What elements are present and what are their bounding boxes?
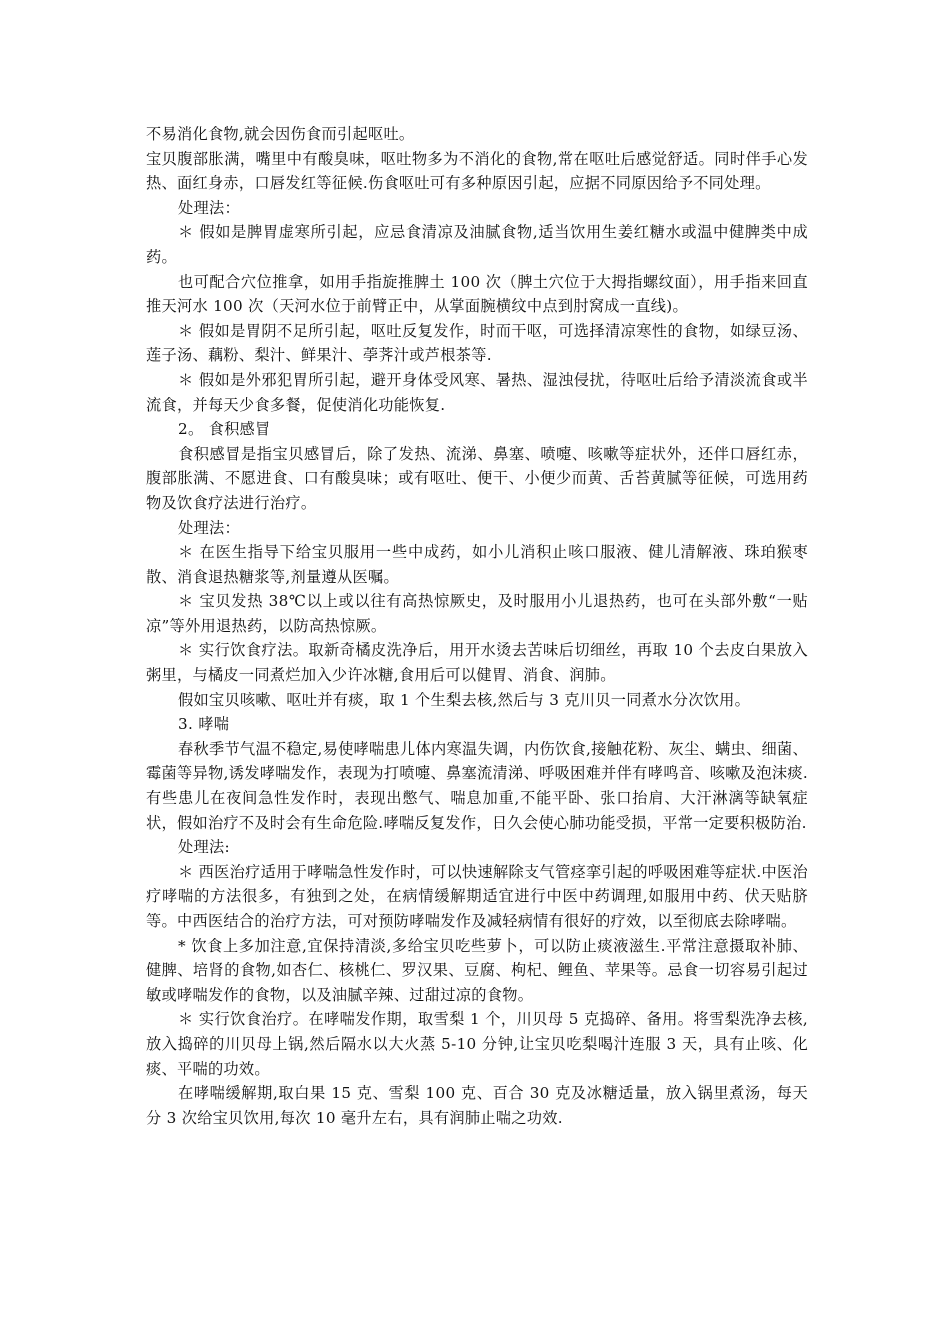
paragraph-17: 处理法: <box>178 838 230 857</box>
paragraph-21: 在哮喘缓解期,取白果 15 克、雪梨 100 克、百合 30 克及冰糖适量，放入锅里煮汤，每天分 3 次给宝贝饮用,每次 10 毫升左右，具有润肺止喘之功效. <box>146 1084 808 1127</box>
paragraph-7: ＊ 假如是外邪犯胃所引起，避开身体受风寒、暑热、湿浊侵扰，待呕吐后给予清淡流食或半流食，并每天少食多餐，促使消化功能恢复. <box>146 370 808 414</box>
paragraph-2: 宝贝腹部胀满，嘴里中有酸臭味，呕吐物多为不消化的食物,常在呕吐后感觉舒适。同时伴手心发热、面红身赤，口唇发红等征候.伤食呕吐可有多种原因引起，应据不同原因给予不同处理。 <box>146 149 808 193</box>
paragraph-3: 处理法： <box>178 198 240 217</box>
paragraph-10: 处理法： <box>178 518 240 537</box>
section-heading-2: 2。 食积感冒 <box>178 420 271 439</box>
document-page <box>146 122 808 1130</box>
paragraph-1: 不易消化食物,就会因伤食而引起呕吐。 <box>146 125 415 143</box>
paragraph-19: * 饮食上多加注意,宜保持清淡,多给宝贝吃些萝卜，可以防止痰液滋生.平常注意摄取补肺、健脾、培肾的食物,如杏仁、核桃仁、罗汉果、豆腐、枸杞、鲤鱼、苹果等。忌食一切容易引起过敏或哮喘发作的食物，以及油腻辛辣、过甜过凉的食物。 <box>146 936 808 1004</box>
paragraph-18: ＊ 西医治疗适用于哮喘急性发作时，可以快速解除支气管痉挛引起的呼吸困难等症状.中医治疗哮喘的方法很多，有独到之处，在病情缓解期适宜进行中医中药调理,如服用中药、伏天贴脐等。中西医结合的治疗方法，可对预防哮喘发作及减轻病情有很好的疗效，以至彻底去除哮喘。 <box>146 862 808 930</box>
section-heading-3: 3. 哮喘 <box>178 715 230 734</box>
paragraph-6: ＊ 假如是胃阴不足所引起，呕吐反复发作，时而干呕，可选择清凉寒性的食物，如绿豆汤、莲子汤、藕粉、梨汁、鲜果汁、荸荠汁或芦根茶等. <box>146 321 808 365</box>
paragraph-13: ＊ 实行饮食疗法。取新奇橘皮洗净后，用开水烫去苦味后切细丝，再取 10 个去皮白果放入粥里，与橘皮一同煮烂加入少许冰糖,食用后可以健胃、消食、润肺。 <box>146 641 808 685</box>
paragraph-5: 也可配合穴位推拿，如用手指旋推脾土 100 次（脾土穴位于大拇指螺纹面），用手指来回直推天河水 100 次（天河水位于前臂正中，从掌面腕横纹中点到肘窝成一直线)。 <box>146 272 808 316</box>
paragraph-12: ＊ 宝贝发热 38℃以上或以往有高热惊厥史，及时服用小儿退热药，也可在头部外敷“一贴凉”等外用退热药，以防高热惊厥。 <box>146 592 808 635</box>
paragraph-11: ＊ 在医生指导下给宝贝服用一些中成药，如小儿消积止咳口服液、健儿清解液、珠珀猴枣散、消食退热糖浆等,剂量遵从医嘱。 <box>146 543 808 586</box>
paragraph-16: 春秋季节气温不稳定,易使哮喘患儿体内寒温失调，内伤饮食,接触花粉、灰尘、螨虫、细菌、霉菌等异物,诱发哮喘发作，表现为打喷嚏、鼻塞流清涕、呼吸困难并伴有哮鸣音、咳嗽及泡沫痰.有些患儿在夜间急性发作时，表现出憋气、喘息加重,不能平卧、张口抬肩、大汗淋漓等缺氧症状，假如治疗不及时会有生命危险.哮喘反复发作，日久会使心肺功能受损，平常一定要积极防治. <box>146 739 808 832</box>
paragraph-9: 食积感冒是指宝贝感冒后，除了发热、流涕、鼻塞、喷嚏、咳嗽等症状外，还伴口唇红赤，腹部胀满、不愿进食、口有酸臭味；或有呕吐、便干、小便少而黄、舌苔黄腻等征候，可选用药物及饮食疗法进行治疗。 <box>146 444 808 512</box>
paragraph-20: ＊ 实行饮食治疗。在哮喘发作期，取雪梨 1 个，川贝母 5 克捣碎、备用。将雪梨洗净去核,放入捣碎的川贝母上锅,然后隔水以大火蒸 5-10 分钟,让宝贝吃梨喝汁连服 3 天，具有止咳、化痰、平喘的功效。 <box>146 1010 808 1078</box>
paragraph-14: 假如宝贝咳嗽、呕吐并有痰，取 1 个生梨去核,然后与 3 克川贝一同煮水分次饮用。 <box>178 690 751 709</box>
paragraph-4: ＊ 假如是脾胃虚寒所引起，应忌食清凉及油腻食物,适当饮用生姜红糖水或温中健脾类中成药。 <box>146 223 808 266</box>
